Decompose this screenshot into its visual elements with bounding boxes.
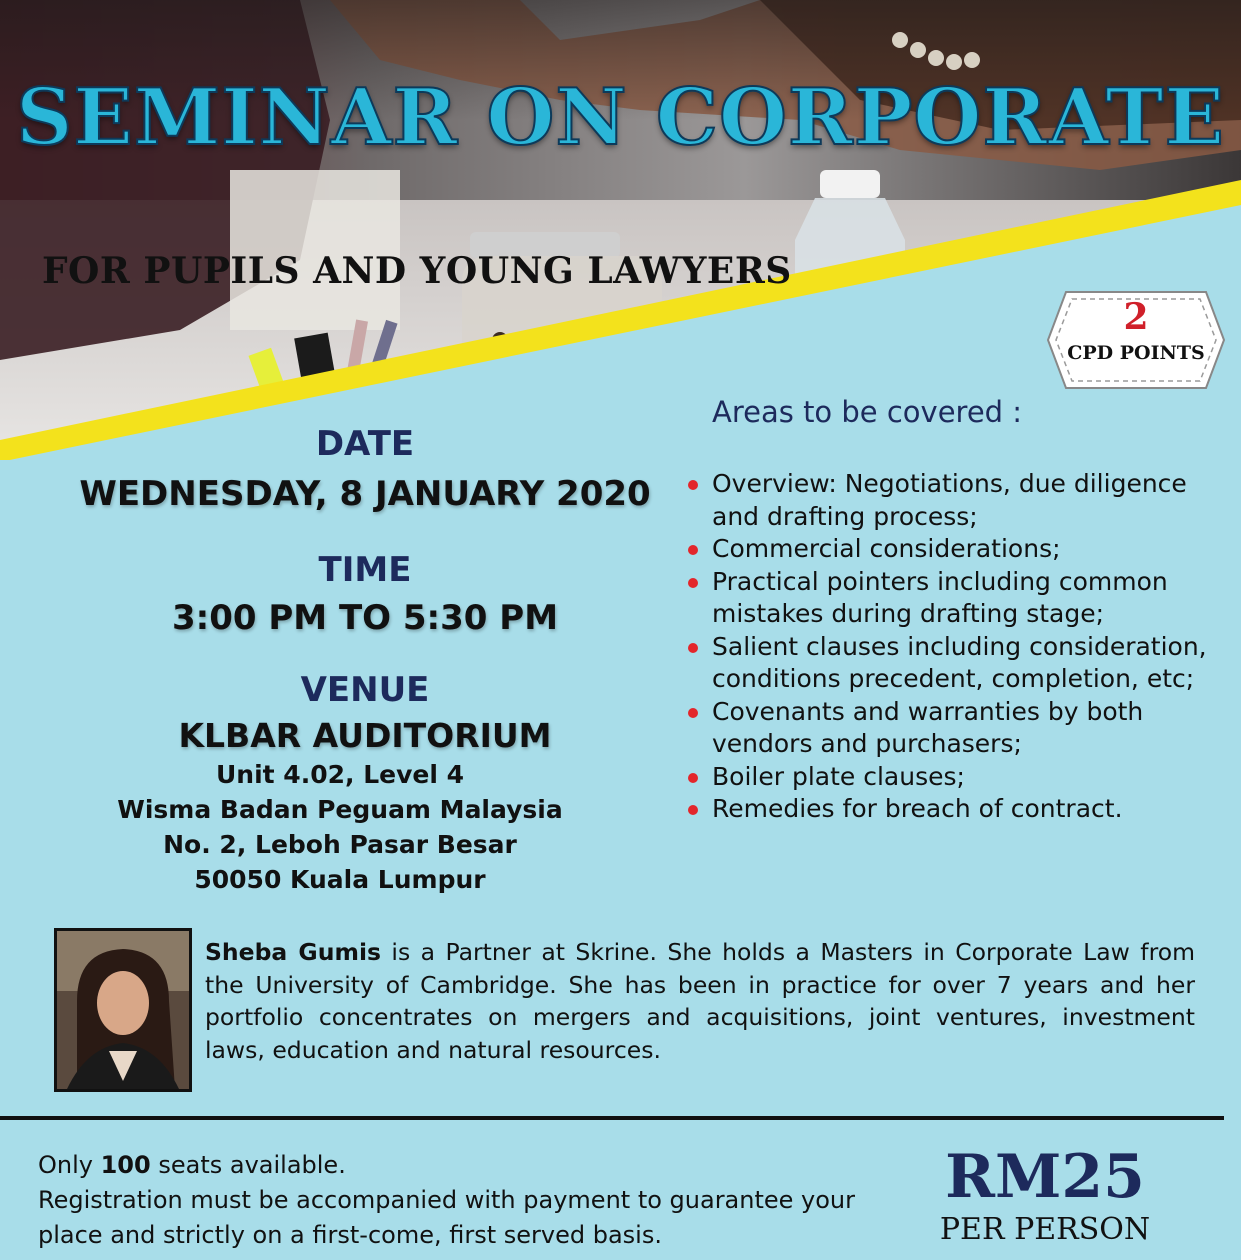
venue-address-line: Unit 4.02, Level 4 [215,760,464,789]
speaker-bio [205,936,1195,1066]
list-item: Practical pointers including common mistakes during drafting stage; [688,566,1228,631]
areas-list [688,468,1228,826]
venue-address-line: 50050 Kuala Lumpur [194,865,486,894]
list-item: Commercial considerations; [688,533,1228,566]
bullet-icon [688,708,698,718]
cpd-label: CPD POINTS [1067,342,1205,364]
list-item: Boiler plate clauses; [688,761,1228,794]
seats-line: Only 100 seats available. [38,1151,346,1179]
venue-name: KLBAR AUDITORIUM [178,716,552,755]
areas-title: Areas to be covered : [712,395,1023,429]
price-amount: RM25 [945,1142,1145,1212]
speaker-photo [54,928,192,1092]
venue-address-line: Wisma Badan Peguam Malaysia [117,795,563,824]
bullet-icon [688,805,698,815]
cpd-number: 2 [1123,296,1149,338]
bullet-icon [688,480,698,490]
bullet-icon [688,773,698,783]
bullet-icon [688,643,698,653]
seminar-subtitle: FOR PUPILS AND YOUNG LAWYERS [42,250,792,292]
registration-info [38,1148,918,1253]
list-item: Overview: Negotiations, due diligence and drafting process; [688,468,1228,533]
date-heading: DATE [315,424,415,464]
speaker-bio-text: is a Partner at Skrine. She holds a Masters in Corporate Law from the University of Cambridge. She has been in practice for over 7 years and her portfolio concentrates on mergers and acquisitions, joint ventures, investment laws, education and natural resources. [205,938,1195,1064]
time-value: 3:00 PM TO 5:30 PM [171,598,559,638]
seminar-title: SEMINAR ON CORPORATE [16,72,1225,163]
seat-count: 100 [100,1151,151,1179]
time-heading: TIME [318,550,412,590]
registration-note: Registration must be accompanied with payment to guarantee your place and strictly on a first-come, first served basis. [38,1186,856,1249]
bullet-icon [688,578,698,588]
hero-photo [0,0,1241,460]
date-value: WEDNESDAY, 8 JANUARY 2020 [79,474,651,514]
bullet-icon [688,545,698,555]
hero-photo-illustration [0,0,1241,460]
list-item: Salient clauses including consideration, conditions precedent, completion, etc; [688,631,1228,696]
speaker-name: Sheba Gumis [205,938,381,966]
cpd-points-badge [1046,290,1226,390]
price-unit: PER PERSON [939,1212,1151,1247]
list-item: Remedies for breach of contract. [688,793,1228,826]
venue-address-line: No. 2, Leboh Pasar Besar [163,830,517,859]
speaker-portrait [57,931,189,1089]
divider [0,1116,1224,1120]
venue-heading: VENUE [300,670,430,710]
list-item: Covenants and warranties by both vendors and purchasers; [688,696,1228,761]
